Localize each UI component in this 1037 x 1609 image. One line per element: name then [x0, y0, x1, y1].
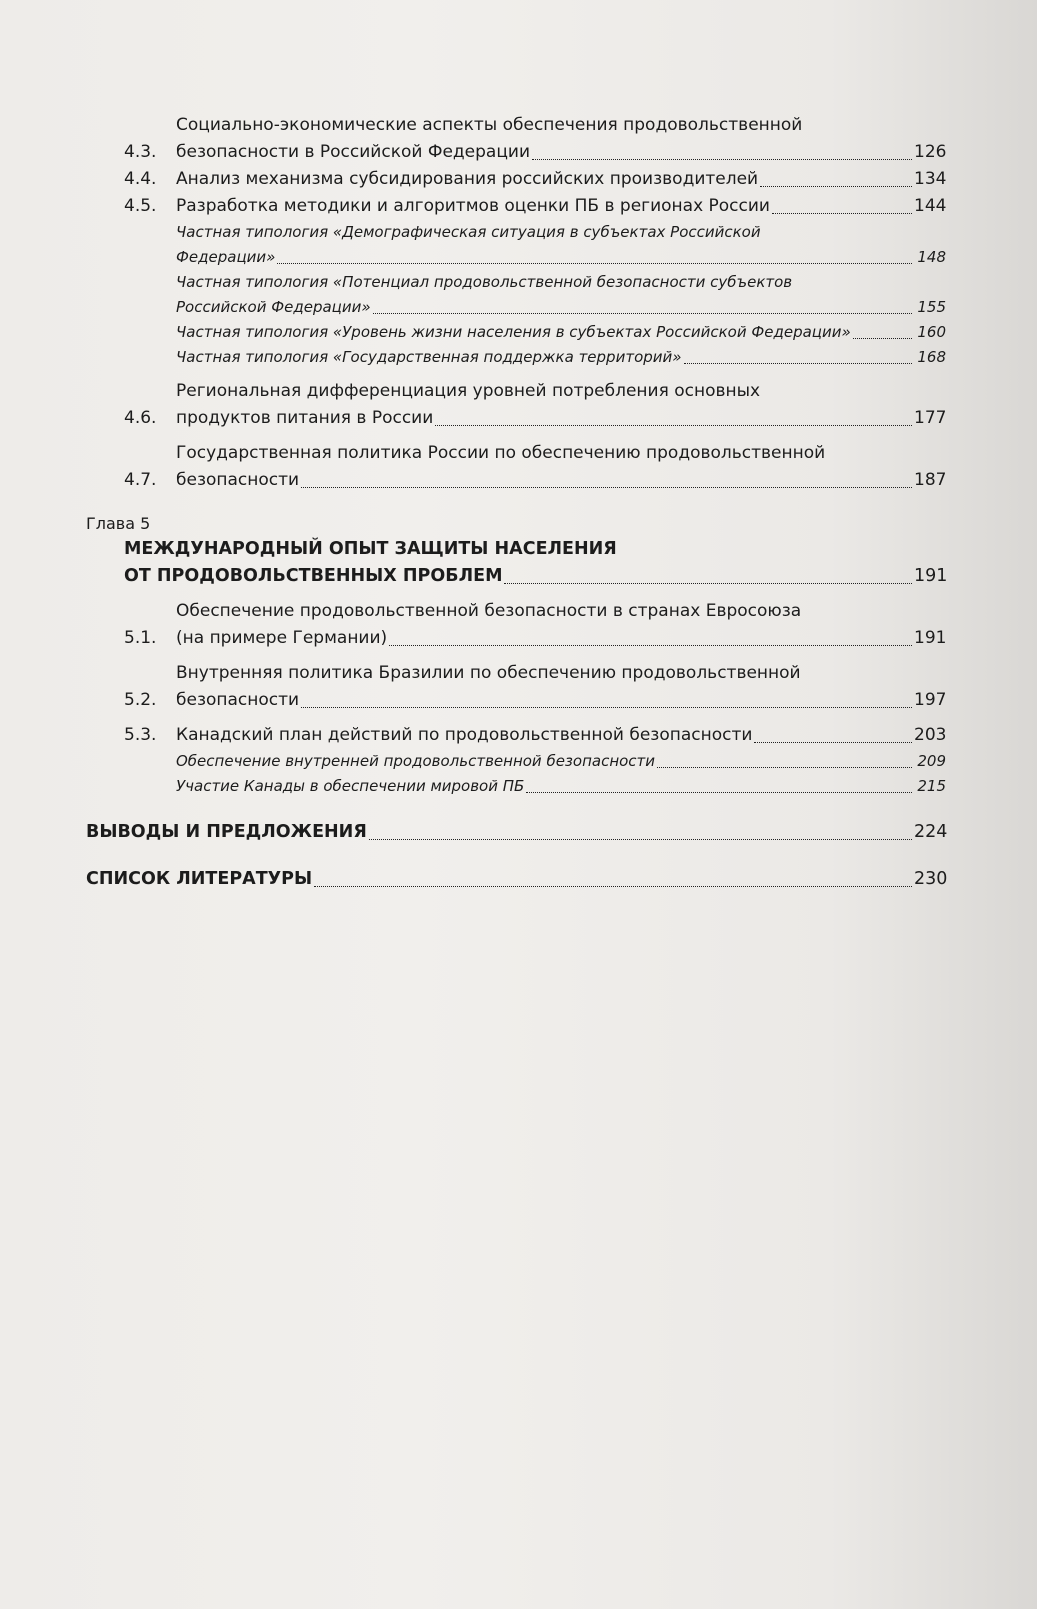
section-number: 5.2.	[124, 690, 157, 710]
toc-subentry	[86, 774, 946, 799]
entry-title	[176, 598, 946, 652]
entry-title	[176, 345, 946, 370]
section-4-5-subentries	[86, 220, 946, 370]
page-number: 209	[917, 752, 946, 770]
entry-title-text: Разработка методики и алгоритмов оценки ПБ в регионах России	[176, 196, 770, 216]
chapter-title-text: ОТ ПРОДОВОЛЬСТВЕННЫХ ПРОБЛЕМ	[124, 566, 503, 586]
toc-entry	[86, 660, 946, 714]
conclusions-label: ВЫВОДЫ И ПРЕДЛОЖЕНИЯ	[86, 822, 367, 842]
toc-subentry	[86, 270, 946, 320]
entry-title-text: Российской Федерации»	[176, 298, 371, 316]
toc-entry	[86, 112, 946, 166]
section-number: 5.3.	[124, 725, 157, 745]
leader-dots	[435, 425, 912, 426]
table-of-contents	[86, 112, 946, 893]
toc-entry	[86, 378, 946, 432]
chapter-title-line1: МЕЖДУНАРОДНЫЙ ОПЫТ ЗАЩИТЫ НАСЕЛЕНИЯ	[124, 539, 617, 559]
entry-title	[176, 166, 946, 193]
leader-dots	[532, 159, 912, 160]
toc-subentry	[86, 749, 946, 774]
entry-title-text: безопасности	[176, 690, 300, 710]
entry-title-text: Федерации»	[176, 248, 276, 266]
entry-title-last-line	[176, 166, 946, 193]
leader-dots	[754, 742, 912, 743]
toc-subentry	[86, 220, 946, 270]
entry-title-last-line	[176, 722, 946, 749]
page-number: 148	[917, 248, 946, 266]
entry-title-line: Частная типология «Демографическая ситуация в субъектах Российской	[176, 223, 761, 241]
entry-title-text: безопасности в Российской Федерации	[176, 142, 530, 162]
entry-title	[176, 193, 946, 220]
entry-title	[176, 220, 946, 270]
references-label: СПИСОК ЛИТЕРАТУРЫ	[86, 869, 313, 889]
entry-title-last-line	[176, 687, 946, 714]
entry-title-line: Региональная дифференциация уровней потребления основных	[176, 381, 761, 401]
entry-title	[176, 440, 946, 494]
page-number: 155	[917, 298, 946, 316]
leader-dots	[684, 363, 912, 364]
section-number: 4.6.	[124, 408, 157, 428]
entry-title-last-line	[176, 405, 946, 432]
leader-dots	[369, 839, 912, 840]
page-number: 144	[914, 196, 947, 216]
entry-title-line: Обеспечение продовольственной безопасности в странах Евросоюза	[176, 601, 802, 621]
section-4-later-entries	[86, 370, 946, 494]
page-number: 191	[914, 566, 948, 586]
entry-title-text: Участие Канады в обеспечении мировой ПБ	[176, 777, 525, 795]
entry-title-text: Обеспечение внутренней продовольственной безопасности	[176, 752, 656, 770]
section-number: 4.3.	[124, 142, 157, 162]
leader-dots	[760, 186, 912, 187]
section-4-entries	[86, 112, 946, 220]
leader-dots	[772, 213, 912, 214]
chapter-title-line2	[86, 563, 946, 590]
entry-title-text: (на примере Германии)	[176, 628, 388, 648]
entry-title-text: Частная типология «Государственная поддержка территорий»	[176, 348, 682, 366]
entry-title	[176, 660, 946, 714]
leader-dots	[853, 338, 912, 339]
page-number: 126	[914, 142, 947, 162]
toc-subentry	[86, 345, 946, 370]
toc-entry	[86, 722, 946, 749]
leader-dots	[301, 707, 912, 708]
section-number: 5.1.	[124, 628, 157, 648]
entry-title-line: Частная типология «Потенциал продовольственной безопасности субъектов	[176, 273, 793, 291]
page-number: 230	[914, 869, 948, 889]
entry-title-last-line	[176, 467, 946, 494]
entry-title	[176, 270, 946, 320]
toc-entry	[86, 193, 946, 220]
entry-title	[176, 722, 946, 749]
entry-title-text: Частная типология «Уровень жизни населения в субъектах Российской Федерации»	[176, 323, 851, 341]
entry-title	[176, 749, 946, 774]
toc-entry	[86, 598, 946, 652]
toc-entry	[86, 166, 946, 193]
entry-title-last-line	[176, 625, 946, 652]
entry-title-last-line	[176, 245, 946, 270]
page-number: 168	[917, 348, 946, 366]
section-5-3-subentries	[86, 749, 946, 799]
page-number: 191	[914, 628, 947, 648]
page-number: 134	[914, 169, 947, 189]
chapter-label: Глава 5	[86, 514, 151, 533]
page-number: 224	[914, 822, 948, 842]
leader-dots	[373, 313, 912, 314]
section-number: 4.4.	[124, 169, 157, 189]
entry-title	[176, 320, 946, 345]
entry-title-last-line	[176, 193, 946, 220]
page-number: 203	[914, 725, 947, 745]
entry-title-line: Социально-экономические аспекты обеспечения продовольственной	[176, 115, 803, 135]
entry-title-last-line	[176, 295, 946, 320]
section-5-entries	[86, 590, 946, 749]
entry-title	[176, 378, 946, 432]
entry-title	[176, 774, 946, 799]
page-number: 215	[917, 777, 946, 795]
page-number: 160	[917, 323, 946, 341]
entry-title-last-line	[176, 774, 946, 799]
leader-dots	[301, 487, 912, 488]
toc-subentry	[86, 320, 946, 345]
leader-dots	[526, 792, 912, 793]
leader-dots	[314, 886, 912, 887]
entry-title-text: продуктов питания в России	[176, 408, 434, 428]
entry-title	[176, 112, 946, 166]
entry-title-last-line	[176, 749, 946, 774]
leader-dots	[504, 583, 912, 584]
entry-title-last-line	[176, 345, 946, 370]
entry-title-last-line	[176, 139, 946, 166]
entry-title-text: Анализ механизма субсидирования российских производителей	[176, 169, 759, 189]
toc-entry	[86, 440, 946, 494]
leader-dots	[657, 767, 912, 768]
section-number: 4.7.	[124, 470, 157, 490]
conclusions-entry	[86, 819, 946, 846]
entry-title-last-line	[176, 320, 946, 345]
section-number: 4.5.	[124, 196, 157, 216]
leader-dots	[277, 263, 912, 264]
page-number: 187	[914, 470, 947, 490]
leader-dots	[389, 645, 912, 646]
page-number: 197	[914, 690, 947, 710]
entry-title-text: Канадский план действий по продовольственной безопасности	[176, 725, 753, 745]
entry-title-line: Государственная политика России по обеспечению продовольственной	[176, 443, 826, 463]
entry-title-text: безопасности	[176, 470, 300, 490]
references-entry	[86, 866, 946, 893]
page-number: 177	[914, 408, 947, 428]
entry-title-line: Внутренняя политика Бразилии по обеспечению продовольственной	[176, 663, 801, 683]
